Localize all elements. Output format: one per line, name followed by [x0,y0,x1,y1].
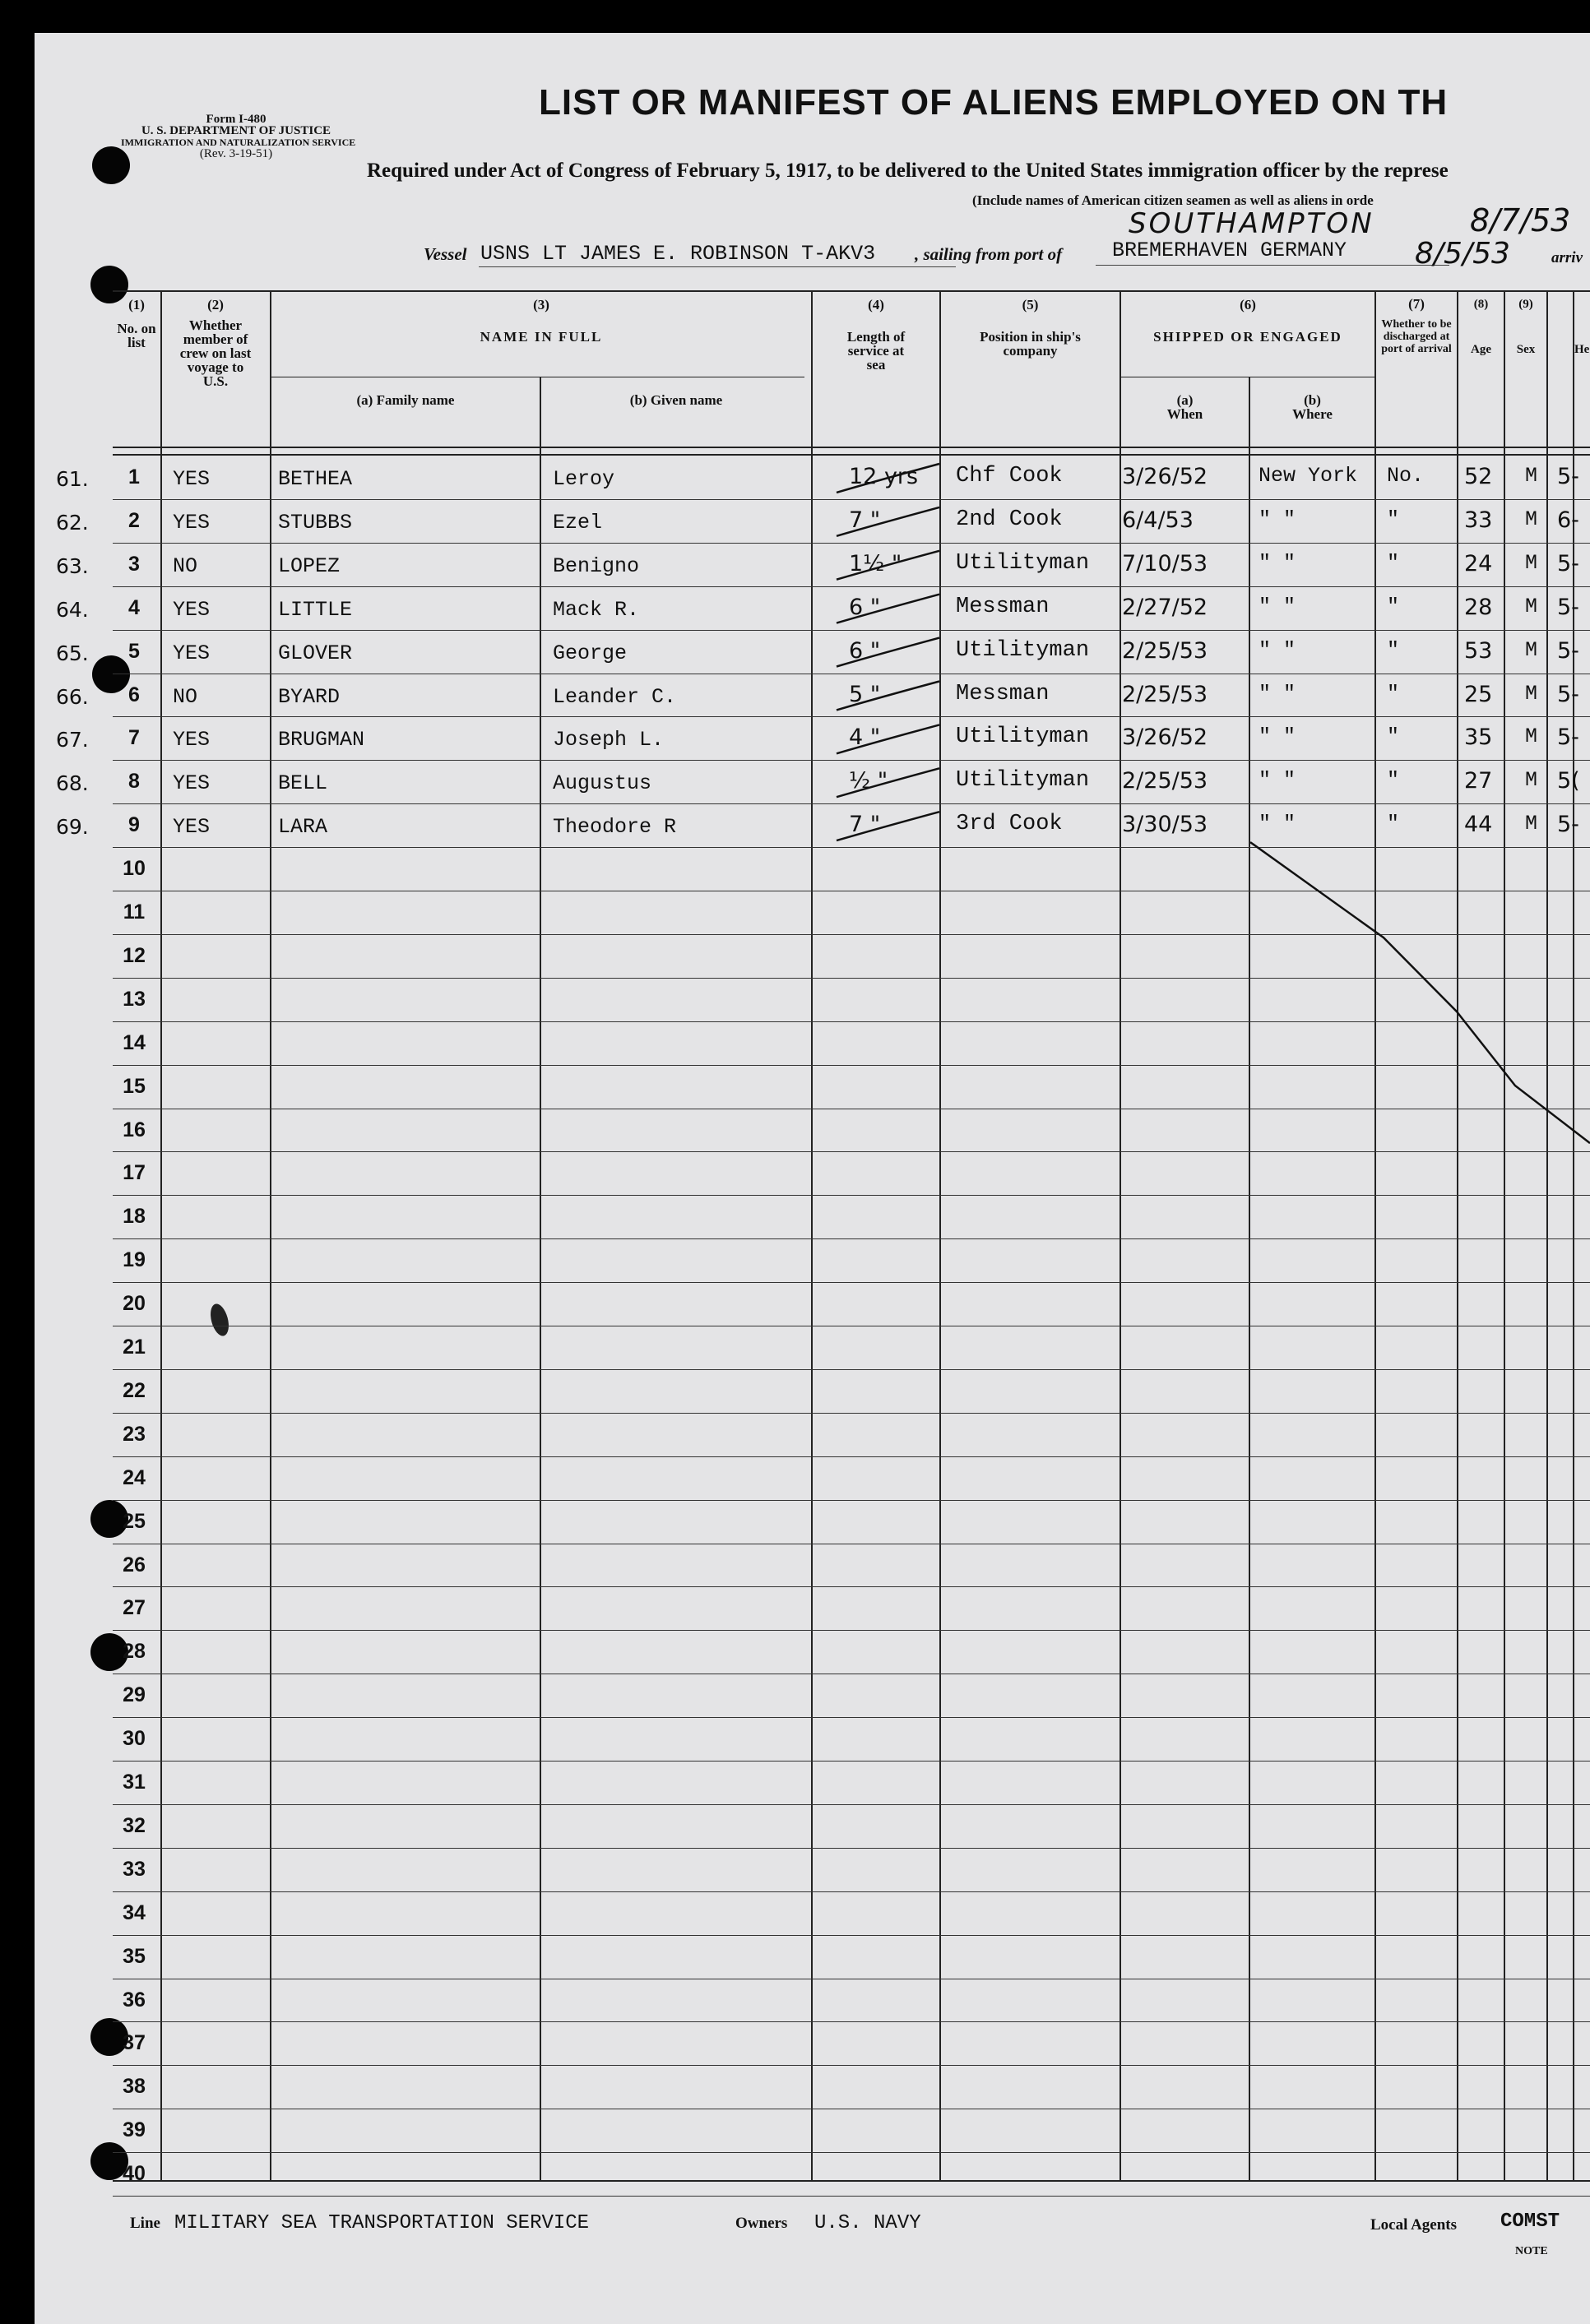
row-number: 20 [123,1292,146,1316]
service-length-cell: 7 " [849,812,881,838]
margin-number: 62. [56,510,89,535]
extra-cell: 6- [1557,507,1579,533]
sex-cell: M [1525,768,1538,793]
discharged-cell: " [1387,507,1400,531]
col6-header: (6) SHIPPED OR ENGAGED [1153,297,1342,345]
row-number: 23 [123,1422,146,1446]
row-number: 12 [123,943,146,967]
row-number: 27 [123,1596,146,1620]
service-length-cell: ½ " [849,768,888,794]
extra-cell: 5( [1557,768,1580,794]
age-cell: 33 [1464,507,1493,533]
margin-number: 65. [56,641,89,665]
family-name-cell: LITTLE [278,597,353,622]
margin-number: 68. [56,771,89,796]
row-number: 28 [123,1640,146,1664]
row-number: 17 [123,1161,146,1185]
sailing-label: , sailing from port of [915,244,1063,264]
shipped-where-cell: " " [1259,768,1296,793]
margin-number: 66. [56,684,89,709]
strike-mark [837,638,939,667]
strike-mark [837,464,939,493]
col6a-header: (a) When [1166,392,1203,422]
shipped-when-cell: 7/10/53 [1122,550,1208,576]
family-name-cell: BELL [278,771,328,796]
position-cell: Utilityman [956,637,1090,663]
position-cell: 3rd Cook [956,812,1063,837]
margin-number: 64. [56,597,89,622]
department-name: U. S. DEPARTMENT OF JUSTICE [141,124,331,137]
family-name-cell: BETHEA [278,467,353,491]
given-name-cell: Mack R. [553,597,640,622]
family-name-cell: BYARD [278,684,341,709]
strike-mark [837,768,939,797]
handwritten-port: SOUTHAMPTON [1129,207,1374,240]
shipped-where-cell: " " [1259,594,1296,618]
shipped-where-cell: New York [1259,464,1358,488]
service-name: IMMIGRATION AND NATURALIZATION SERVICE [121,137,356,148]
strike-mark [837,725,939,753]
shipped-where-cell: " " [1259,507,1296,531]
row-number: 36 [123,1988,146,2012]
row-number: 39 [123,2118,146,2142]
discharged-cell: " [1387,637,1400,662]
row-number: 4 [128,595,140,619]
shipped-when-cell: 2/27/52 [1122,594,1208,620]
extra-cell: 5- [1557,812,1579,838]
shipped-where-cell: " " [1259,637,1296,662]
margin-number: 69. [56,815,89,840]
age-cell: 27 [1464,768,1493,794]
age-cell: 44 [1464,812,1493,838]
row-number: 9 [128,813,140,837]
given-name-cell: Benigno [553,553,640,578]
service-length-cell: 5 " [849,681,881,707]
line-value: MILITARY SEA TRANSPORTATION SERVICE [174,2212,590,2234]
col7-header: (7) Whether to be discharged at port of arrival [1381,296,1452,355]
row-number: 38 [123,2075,146,2099]
family-name-cell: LOPEZ [278,553,341,578]
given-name-cell: Leander C. [553,684,677,709]
extra-cell: 5- [1557,637,1579,664]
col2-header: (2) Whether member of crew on last voyage to U.S. [179,297,252,389]
position-cell: Utilityman [956,768,1090,794]
given-name-cell: Ezel [553,510,603,535]
extra-cell: 5- [1557,550,1579,576]
discharged-cell: " [1387,594,1400,618]
required-statement: Required under Act of Congress of February 5, 1917, to be delivered to the United States immigration officer by the represe [367,160,1449,182]
crew-cell: YES [173,815,211,840]
col5-header: (5) Position in ship's company [980,297,1081,359]
extra-cell: 5- [1557,725,1579,751]
include-note: (Include names of American citizen seamen as well as aliens in orde [972,192,1374,208]
position-cell: Utilityman [956,725,1090,750]
row-number: 18 [123,1205,146,1229]
shipped-when-cell: 3/26/52 [1122,464,1208,489]
age-cell: 35 [1464,725,1493,751]
crew-cell: YES [173,771,211,796]
margin-number: 61. [56,467,89,491]
row-number: 32 [123,1813,146,1837]
strike-mark [837,507,939,536]
shipped-where-cell: " " [1259,812,1296,836]
row-number: 29 [123,1683,146,1707]
given-name-cell: Theodore R [553,815,677,840]
sex-cell: M [1525,507,1538,531]
sex-cell: M [1525,725,1538,749]
row-number: 21 [123,1336,146,1359]
col1-header: (1) No. on list [117,297,156,350]
crew-cell: YES [173,510,211,535]
given-name-cell: Augustus [553,771,652,796]
row-number: 37 [123,2031,146,2055]
col4-header: (4) Length of service at sea [846,297,906,373]
service-length-cell: 12 yrs [849,464,919,489]
extra-cell: 5- [1557,594,1579,620]
sex-cell: M [1525,637,1538,662]
given-name-cell: George [553,641,628,665]
port-name: BREMERHAVEN GERMANY [1112,238,1347,262]
sex-cell: M [1525,550,1538,575]
crew-cell: YES [173,597,211,622]
position-cell: Chf Cook [956,464,1063,488]
service-length-cell: 1½ " [849,550,902,576]
row-number: 15 [123,1074,146,1098]
col3a-header: (a) Family name [356,392,455,408]
row-number: 25 [123,1509,146,1533]
shipped-where-cell: " " [1259,681,1296,706]
age-cell: 52 [1464,464,1493,489]
owners-label: Owners [735,2215,788,2232]
row-number: 22 [123,1378,146,1402]
row-number: 11 [123,900,146,924]
shipped-where-cell: " " [1259,725,1296,749]
service-length-cell: 6 " [849,637,881,664]
form-revision: (Rev. 3-19-51) [199,147,273,160]
row-number: 10 [123,857,146,881]
margin-number: 67. [56,728,89,752]
agents-label: Local Agents [1370,2216,1458,2234]
strike-mark [837,551,939,580]
vessel-label: Vessel [424,244,467,264]
row-number: 34 [123,1900,146,1924]
row-number: 19 [123,1248,146,1272]
extra-cell: 5- [1557,681,1579,707]
extra-cell: 5- [1557,464,1579,489]
cancellation-line [1250,842,1590,1143]
shipped-when-cell: 2/25/53 [1122,681,1208,707]
position-cell: 2nd Cook [956,507,1063,532]
handwritten-date-1: 8/7/53 [1470,202,1571,238]
crew-cell: YES [173,728,211,752]
age-cell: 28 [1464,594,1493,620]
discharged-cell: " [1387,768,1400,793]
shipped-when-cell: 6/4/53 [1122,507,1194,533]
sex-cell: M [1525,681,1538,706]
family-name-cell: STUBBS [278,510,353,535]
sex-cell: M [1525,594,1538,618]
col9-header: (9) Sex [1516,298,1536,356]
age-cell: 25 [1464,681,1493,707]
row-number: 3 [128,552,140,576]
strike-mark [837,595,939,623]
given-name-cell: Joseph L. [553,728,665,752]
strike-mark [837,812,939,840]
col3-header: (3) NAME IN FULL [480,297,603,345]
col10-header: He [1574,343,1590,356]
form-number: Form I-480 [206,113,267,126]
crew-cell: NO [173,684,198,709]
col6b-header: (b) Where [1292,392,1333,422]
row-number: 1 [128,465,140,488]
strike-mark [837,682,939,711]
family-name-cell: BRUGMAN [278,728,365,752]
line-label: Line [130,2215,160,2232]
given-name-cell: Leroy [553,467,615,491]
service-length-cell: 4 " [849,725,881,751]
arriving-label: arriv [1551,249,1583,266]
row-number: 8 [128,770,140,794]
sex-cell: M [1525,464,1538,488]
row-number: 26 [123,1553,146,1576]
row-number: 6 [128,683,140,706]
service-length-cell: 7 " [849,507,881,533]
row-number: 5 [128,639,140,663]
page-title: LIST OR MANIFEST OF ALIENS EMPLOYED ON TH [539,82,1449,123]
age-cell: 24 [1464,550,1493,576]
row-number: 14 [123,1030,146,1054]
row-number: 40 [123,2162,146,2186]
pen-marks [35,33,1590,2324]
position-cell: Utilityman [956,550,1090,576]
discharged-cell: " [1387,725,1400,749]
row-number: 24 [123,1465,146,1489]
shipped-when-cell: 2/25/53 [1122,637,1208,664]
row-number: 13 [123,987,146,1011]
service-length-cell: 6 " [849,594,881,620]
crew-cell: YES [173,641,211,665]
row-number: 2 [128,508,140,532]
manifest-page [35,33,1590,2324]
family-name-cell: LARA [278,815,328,840]
handwritten-date-2: 8/5/53 [1415,237,1510,271]
age-cell: 53 [1464,637,1493,664]
note-label: NOTE [1515,2245,1548,2257]
position-cell: Messman [956,681,1050,706]
sex-cell: M [1525,812,1538,836]
row-number: 35 [123,1944,146,1968]
row-number: 30 [123,1727,146,1751]
discharged-cell: " [1387,550,1400,575]
col3b-header: (b) Given name [629,392,723,408]
owners-value: U.S. NAVY [814,2212,921,2234]
shipped-when-cell: 2/25/53 [1122,768,1208,794]
shipped-where-cell: " " [1259,550,1296,575]
agents-value: COMST [1500,2211,1560,2233]
crew-cell: YES [173,467,211,491]
row-number: 16 [123,1118,146,1141]
position-cell: Messman [956,594,1050,619]
discharged-cell: " [1387,812,1400,836]
shipped-when-cell: 3/26/52 [1122,725,1208,751]
margin-number: 63. [56,553,89,578]
crew-cell: NO [173,553,198,578]
row-number: 31 [123,1771,146,1794]
vessel-name: USNS LT JAMES E. ROBINSON T-AKV3 [480,242,876,266]
family-name-cell: GLOVER [278,641,353,665]
row-number: 7 [128,726,140,750]
col8-header: (8) Age [1471,298,1491,356]
shipped-when-cell: 3/30/53 [1122,812,1208,838]
row-number: 33 [123,1857,146,1881]
discharged-cell: " [1387,681,1400,706]
discharged-cell: No. [1387,464,1425,488]
